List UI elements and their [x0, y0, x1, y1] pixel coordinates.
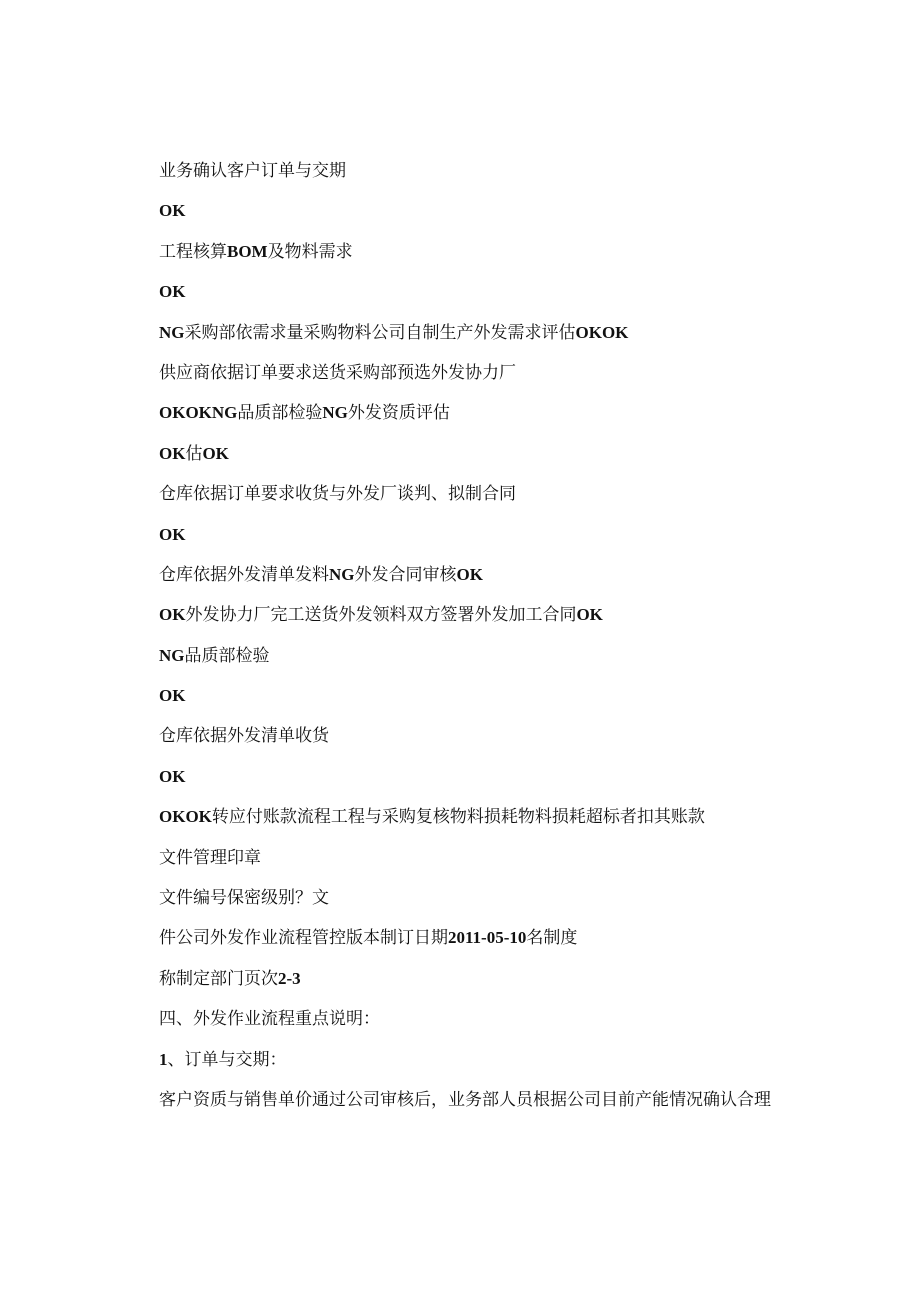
text-run: 外发资质评估	[347, 403, 450, 424]
bold-text-run: OK	[159, 282, 186, 302]
text-run: 业务确认客户订单与交期	[159, 161, 346, 181]
paragraph-line	[159, 964, 799, 1004]
bold-text-run: OK	[576, 605, 603, 625]
bold-text-run: OK	[159, 686, 186, 706]
paragraph-line	[159, 1045, 799, 1085]
paragraph-line	[159, 923, 799, 963]
bold-text-run: OK	[159, 766, 186, 786]
paragraph-line	[159, 641, 799, 681]
text-run: 品质部检验	[237, 403, 323, 424]
bold-text-run: OKOKNG	[159, 403, 238, 423]
paragraph-line	[159, 196, 799, 236]
paragraph-line	[159, 802, 799, 842]
bold-text-run: OK	[159, 201, 186, 221]
document-body	[159, 156, 799, 1125]
text-run: 仓库依据外发清单发料	[159, 564, 329, 585]
paragraph-line	[159, 156, 799, 196]
paragraph-line	[159, 883, 799, 923]
paragraph-line	[159, 318, 799, 358]
text-run: 名制度	[526, 928, 578, 949]
text-run: 四、外发作业流程重点说明：	[159, 1009, 380, 1030]
paragraph-line	[159, 1085, 799, 1125]
text-run: 外发合同审核	[354, 564, 457, 585]
text-run: 外发协力厂完工送货外发领料双方签署外发加工合同	[185, 605, 577, 626]
paragraph-line	[159, 277, 799, 317]
paragraph-line	[159, 681, 799, 721]
text-run: 仓库依据外发清单收货	[159, 726, 329, 747]
text-run: 品质部检验	[184, 645, 270, 666]
text-run: 、订单与交期：	[167, 1049, 287, 1070]
bold-text-run: 1	[159, 1049, 168, 1069]
bold-text-run: OKOK	[159, 807, 212, 827]
text-run: 估	[185, 443, 203, 464]
text-run: 客户资质与销售单价通过公司审核后，业务部人员根据公司目前产能情况确认合理	[159, 1089, 771, 1110]
text-run: 供应商依据订单要求送货采购部预选外发协力厂	[159, 362, 516, 383]
paragraph-line	[159, 843, 799, 883]
bold-text-run: BOM	[227, 241, 268, 261]
bold-text-run: OKOK	[575, 322, 629, 342]
paragraph-line	[159, 520, 799, 560]
bold-text-run: NG	[329, 564, 355, 584]
bold-text-run: OK	[159, 443, 186, 463]
text-run: 文件编号保密级别？文	[159, 888, 329, 909]
bold-text-run: OK	[202, 443, 229, 463]
paragraph-line	[159, 479, 799, 519]
bold-text-run: OK	[456, 564, 483, 584]
paragraph-line	[159, 560, 799, 600]
text-run: 采购部依需求量采购物料公司自制生产外发需求评估	[184, 322, 576, 343]
bold-text-run: 2-3	[278, 968, 301, 988]
paragraph-line	[159, 398, 799, 438]
bold-text-run: NG	[159, 322, 185, 342]
paragraph-line	[159, 237, 799, 277]
text-run: 文件管理印章	[159, 847, 261, 868]
paragraph-line	[159, 358, 799, 398]
text-run: 转应付账款流程工程与采购复核物料损耗物料损耗超标者扣其账款	[211, 807, 705, 828]
paragraph-line	[159, 721, 799, 761]
bold-text-run: 2011-05-10	[448, 928, 527, 948]
text-run: 称制定部门页次	[159, 968, 278, 989]
text-run: 工程核算	[159, 241, 227, 262]
text-run: 件公司外发作业流程管控版本制订日期	[159, 928, 448, 949]
bold-text-run: OK	[159, 524, 186, 544]
bold-text-run: NG	[322, 403, 348, 423]
text-run: 及物料需求	[267, 241, 353, 262]
bold-text-run: NG	[159, 645, 185, 665]
paragraph-line	[159, 762, 799, 802]
paragraph-line	[159, 600, 799, 640]
bold-text-run: OK	[159, 605, 186, 625]
paragraph-line	[159, 1004, 799, 1044]
paragraph-line	[159, 439, 799, 479]
text-run: 仓库依据订单要求收货与外发厂谈判、拟制合同	[159, 484, 516, 505]
